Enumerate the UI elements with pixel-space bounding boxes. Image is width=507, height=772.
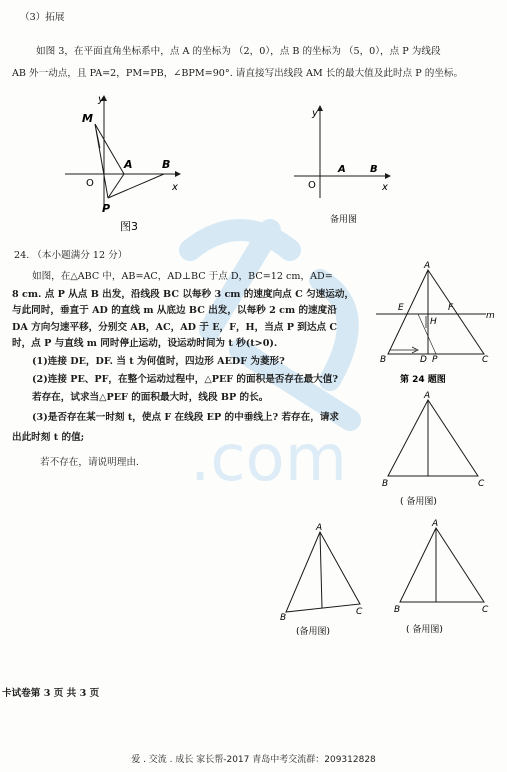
bt2-B: B <box>280 613 287 623</box>
q24-sub2a: (2)连接 PE、PF，在整个运动过程中，△PEF 的面积是否存在最大值? <box>32 374 338 385</box>
q24-line3: 与此同时，垂直于 AD 的直线 m 从底边 BC 出发，以每秒 2 cm 的速度沿 <box>12 305 337 316</box>
backup-x-label: x <box>382 182 388 193</box>
backup-O-label: O <box>308 180 316 191</box>
backup-caption-top: 备用图 <box>330 215 358 225</box>
backup-triangle-right-top <box>376 388 496 508</box>
backup-B-label: B <box>370 164 378 175</box>
fig3-P-label: P <box>102 202 111 215</box>
bt3-caption: ( 备用图) <box>406 625 443 635</box>
q24-line5: 时，点 P 与直线 m 同时停止运动，设运动时间为 t 秒(t>0). <box>12 338 278 349</box>
fig3-y-label: y <box>98 94 104 105</box>
fig24-B: B <box>380 355 387 365</box>
fig3-M-label: M <box>82 112 93 125</box>
fig24-E: E <box>398 303 404 313</box>
fig24-D: D <box>420 355 427 365</box>
part3-line2: AB 外一动点，且 PA=2，PM=PB，∠BPM=90°. 请直接写出线段 AM 长的最大值及此时点 P 的坐标。 <box>12 68 464 79</box>
bt1-A: A <box>424 391 431 401</box>
q24-line2: 8 cm. 点 P 从点 B 出发，沿线段 BC 以每秒 3 cm 的速度向点 C 匀速运动， <box>12 289 355 300</box>
bt3-C: C <box>482 605 489 615</box>
bt3-A: A <box>432 519 439 529</box>
bt1-B: B <box>382 479 389 489</box>
part3-line1: 如图 3，在平面直角坐标系中，点 A 的坐标为 （2，0），点 B 的坐标为 （5，0），点 P 为线段 <box>36 46 441 57</box>
q24-line4: DA 方向匀速平移，分别交 AB，AC，AD 于 E，F，H，当点 P 到达点 C <box>12 322 338 333</box>
q24-header: 24. （本小题满分 12 分） <box>14 250 128 261</box>
backup-y-label: y <box>312 108 318 119</box>
fig24-C: C <box>482 355 489 365</box>
q24-sub2b: 若存在，试求当△PEF 的面积最大时，线段 BP 的长。 <box>32 392 269 403</box>
backup-triangle-bottom-right <box>392 516 502 636</box>
fig24-caption: 第 24 题图 <box>400 375 446 385</box>
fig3-caption: 图3 <box>120 220 138 232</box>
backup-A-label: A <box>338 164 346 175</box>
fig24-A: A <box>424 261 431 271</box>
backup-figure-axes <box>290 100 400 230</box>
fig3-A-label: A <box>124 158 133 171</box>
fig24-H: H <box>430 317 437 327</box>
bt2-C: C <box>356 607 363 617</box>
q24-sub3b: 出此时刻 t 的值; <box>12 432 85 443</box>
part3-heading: （3）拓展 <box>20 12 65 23</box>
fig3-B-label: B <box>162 158 171 171</box>
figure-24 <box>376 258 496 388</box>
backup-triangle-bottom-left <box>276 520 376 640</box>
figure-3 <box>60 90 210 232</box>
q24-sub3c: 若不存在，请说明理由. <box>40 457 139 468</box>
bt1-C: C <box>478 479 485 489</box>
bt1-caption: ( 备用图) <box>400 497 437 507</box>
bt3-B: B <box>394 605 401 615</box>
fig24-P: P <box>432 355 438 365</box>
fig3-O-label: O <box>86 178 94 189</box>
bt2-A: A <box>316 523 323 533</box>
bottom-banner: 爱 . 交流 . 成长 家长帮-2017 青岛中考交流群：209312828 <box>131 755 376 765</box>
bt2-caption: (备用图) <box>296 627 331 637</box>
q24-line1: 如图，在△ABC 中，AB=AC，AD⊥BC 于点 D，BC=12 cm，AD= <box>32 271 333 282</box>
q24-sub1: (1)连接 DE，DF. 当 t 为何值时，四边形 AEDF 为菱形? <box>32 356 285 367</box>
page-number-footer: 卡试卷第 3 页 共 3 页 <box>2 688 100 699</box>
fig24-m: m <box>486 311 495 321</box>
q24-sub3a: (3)是否存在某一时刻 t，使点 F 在线段 EP 的中垂线上? 若存在，请求 <box>32 412 340 423</box>
fig24-F: F <box>448 303 454 313</box>
svg-text:.com: .com <box>190 422 348 490</box>
fig3-x-label: x <box>172 182 178 193</box>
